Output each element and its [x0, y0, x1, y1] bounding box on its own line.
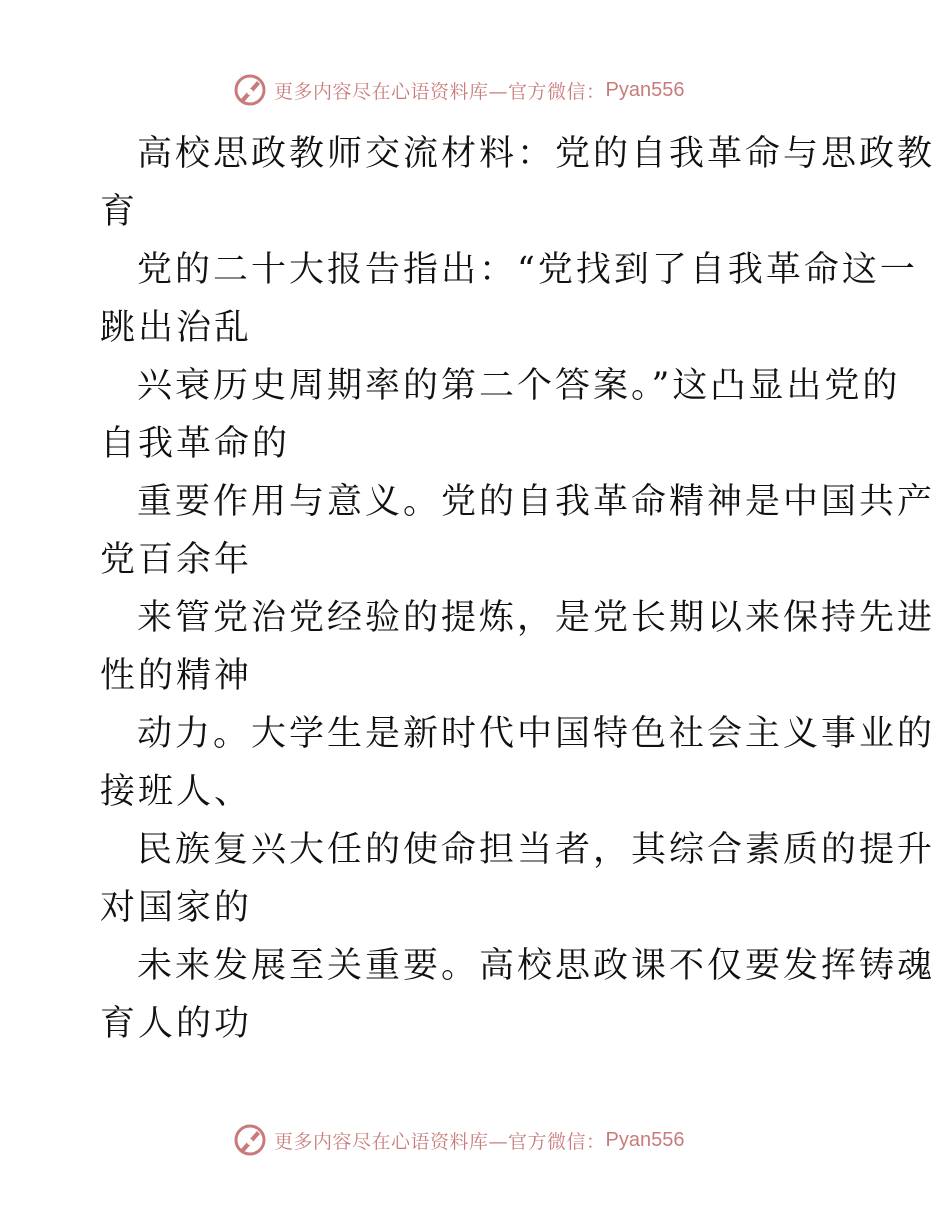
- watermark-text: 更多内容尽在心语资料库—官方微信：: [274, 80, 606, 103]
- text-line: 动力。大学生是新时代中国特色社会主义事业的: [137, 714, 936, 754]
- text-line: 自我革命的: [100, 424, 291, 464]
- text-line: 育人的功: [100, 1004, 253, 1044]
- pen-logo-icon: [232, 1122, 268, 1158]
- text-line: 性的精神: [100, 656, 253, 696]
- footer-watermark: [232, 1120, 684, 1160]
- text-line: 跳出治乱: [100, 308, 253, 348]
- text-line: 对国家的: [100, 888, 253, 928]
- text-line: 接班人、: [100, 772, 253, 812]
- text-line: 党的二十大报告指出：“党找到了自我革命这一: [137, 250, 918, 290]
- text-line: 高校思政教师交流材料：党的自我革命与思政教: [137, 134, 936, 174]
- pen-logo-icon: [232, 72, 268, 108]
- watermark-wechat-id: Pyan556: [605, 1128, 685, 1151]
- text-line: 重要作用与意义。党的自我革命精神是中国共产: [137, 482, 936, 522]
- text-line: 党百余年: [100, 540, 253, 580]
- header-watermark: [232, 70, 684, 110]
- document-body: [100, 125, 936, 1053]
- watermark-text: 更多内容尽在心语资料库—官方微信：: [274, 1130, 606, 1153]
- text-line: 兴衰历史周期率的第二个答案。”这凸显出党的: [137, 366, 901, 406]
- text-line: 未来发展至关重要。高校思政课不仅要发挥铸魂: [137, 946, 936, 986]
- text-line: 育: [100, 192, 139, 232]
- text-line: 民族复兴大任的使命担当者，其综合素质的提升: [137, 830, 936, 870]
- text-line: 来管党治党经验的提炼，是党长期以来保持先进: [137, 598, 936, 638]
- watermark-wechat-id: Pyan556: [605, 78, 685, 101]
